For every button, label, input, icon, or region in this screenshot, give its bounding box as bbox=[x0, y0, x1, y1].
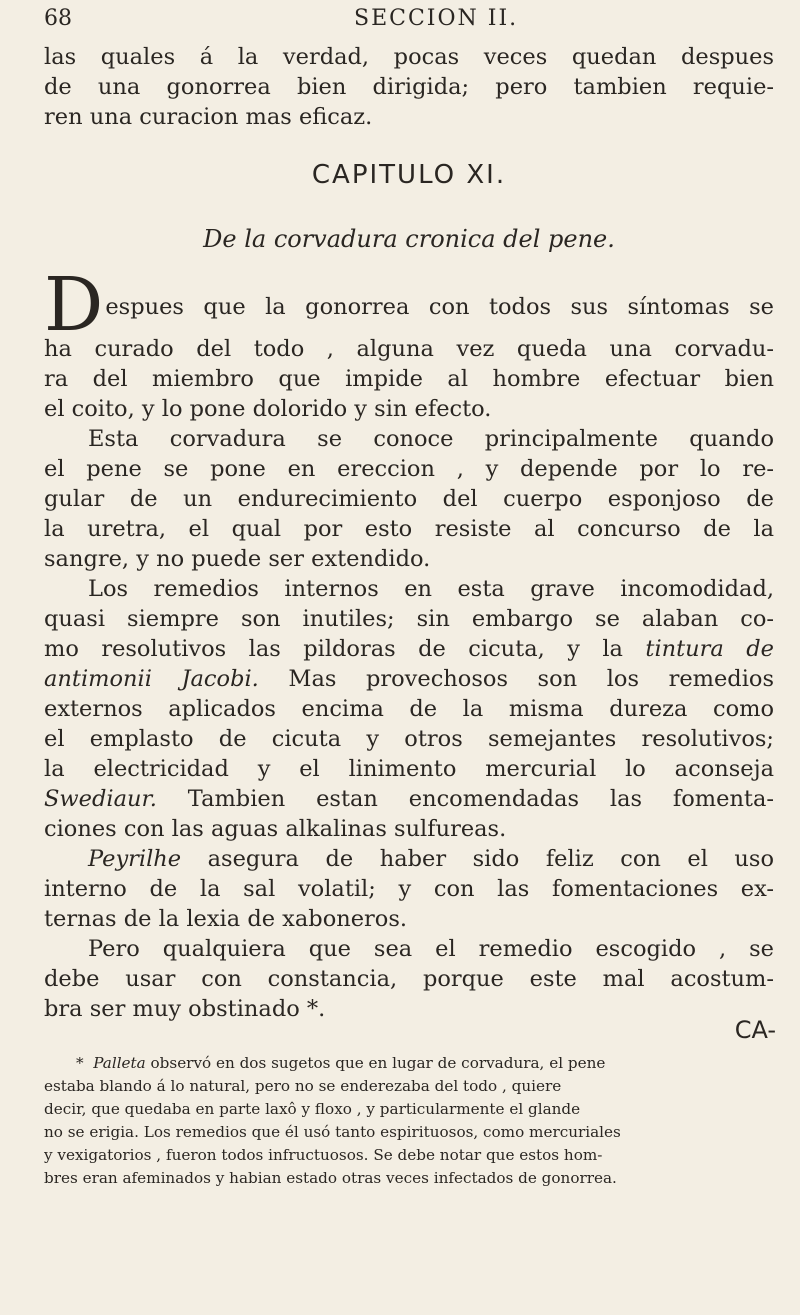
text-line bbox=[44, 844, 774, 874]
italic-text: Peyrilhe bbox=[88, 846, 182, 872]
text-run: Mas provechosos son los remedios bbox=[258, 666, 774, 692]
footnote-line bbox=[44, 1052, 774, 1075]
italic-text: Swediaur. bbox=[44, 786, 157, 812]
text-line: el pene se pone en ereccion , y depende por lo re- bbox=[44, 456, 774, 482]
paragraph-3 bbox=[44, 574, 774, 844]
text-line: debe usar con constancia, porque este mal acostum- bbox=[44, 966, 774, 992]
text-line: gular de un endurecimiento del cuerpo esponjoso de bbox=[44, 486, 774, 512]
text-line: interno de la sal volatil; y con las fomentaciones ex- bbox=[44, 876, 774, 902]
text-line: Los remedios internos en esta grave incomodidad, bbox=[88, 576, 774, 602]
text-line: las quales á la verdad, pocas veces quedan despues bbox=[44, 44, 774, 70]
text-line: externos aplicados encima de la misma dureza como bbox=[44, 696, 774, 722]
text-line: de una gonorrea bien dirigida; pero tambien requie- bbox=[44, 74, 774, 100]
chapter-title: CAPITULO XI. bbox=[311, 160, 507, 190]
text-line bbox=[44, 634, 774, 664]
text-line: el emplasto de cicuta y otros semejantes resolutivos; bbox=[44, 726, 774, 752]
text-line: ra del miembro que impide al hombre efectuar bien bbox=[44, 366, 774, 392]
italic-text: tintura de bbox=[645, 636, 774, 662]
text-line: la uretra, el qual por esto resiste al concurso de la bbox=[44, 516, 774, 542]
text-line bbox=[44, 664, 774, 694]
text-line: ren una curacion mas eficaz. bbox=[44, 104, 373, 130]
italic-text: antimonii Jacobi. bbox=[44, 666, 259, 692]
text-line: ciones con las aguas alkalinas sulfureas. bbox=[44, 816, 507, 842]
text-line: Esta corvadura se conoce principalmente quando bbox=[88, 426, 774, 452]
footnote-line: estaba blando á lo natural, pero no se enderezaba del todo , quiere bbox=[44, 1077, 562, 1095]
footnote-marker: * bbox=[76, 1054, 84, 1072]
text-run: observó en dos sugetos que en lugar de corvadura, el pene bbox=[145, 1054, 606, 1072]
text-line: Pero qualquiera que sea el remedio escogido , se bbox=[88, 936, 774, 962]
text-line: sangre, y no puede ser extendido. bbox=[44, 546, 431, 572]
text-line: bra ser muy obstinado *. bbox=[44, 996, 326, 1022]
footnote-line: decir, que quedaba en parte laxô y floxo , y particularmente el glande bbox=[44, 1100, 581, 1118]
text-line: espues que la gonorrea con todos sus síntomas se bbox=[105, 294, 774, 320]
footnote bbox=[44, 1052, 774, 1190]
footnote-line: bres eran afeminados y habian estado otras veces infectados de gonorrea. bbox=[44, 1169, 617, 1187]
catchword: CA- bbox=[734, 1016, 776, 1044]
chapter-subtitle: De la corvadura cronica del pene. bbox=[203, 225, 615, 253]
text-line: ha curado del todo , alguna vez queda una corvadu- bbox=[44, 336, 774, 362]
paragraph-5 bbox=[44, 934, 774, 1024]
text-line bbox=[44, 784, 774, 814]
text-line: quasi siempre son inutiles; sin embargo se alaban co- bbox=[44, 606, 774, 632]
text-line: el coito, y lo pone dolorido y sin efecto. bbox=[44, 396, 492, 422]
intro-paragraph bbox=[44, 42, 774, 132]
text-run: Tambien estan encomendadas las fomenta- bbox=[156, 786, 774, 812]
drop-cap: D bbox=[44, 262, 104, 348]
paragraph-2 bbox=[44, 424, 774, 574]
text-run: mo resolutivos las pildoras de cicuta, y la bbox=[44, 636, 646, 662]
footnote-author: Palleta bbox=[93, 1054, 146, 1072]
page-number: 68 bbox=[44, 6, 72, 31]
footnote-line: no se erigia. Los remedios que él usó tanto espirituosos, como mercuriales bbox=[44, 1123, 621, 1141]
text-run: asegura de haber sido feliz con el uso bbox=[181, 846, 774, 872]
paragraph-1 bbox=[44, 262, 774, 424]
text-line: la electricidad y el linimento mercurial lo aconseja bbox=[44, 756, 774, 782]
footnote-line: y vexigatorios , fueron todos infructuosos. Se debe notar que estos hom- bbox=[44, 1146, 603, 1164]
page-header bbox=[44, 6, 784, 40]
running-head: SECCION II. bbox=[354, 6, 519, 31]
paragraph-4 bbox=[44, 844, 774, 934]
text-line: ternas de la lexia de xaboneros. bbox=[44, 906, 408, 932]
